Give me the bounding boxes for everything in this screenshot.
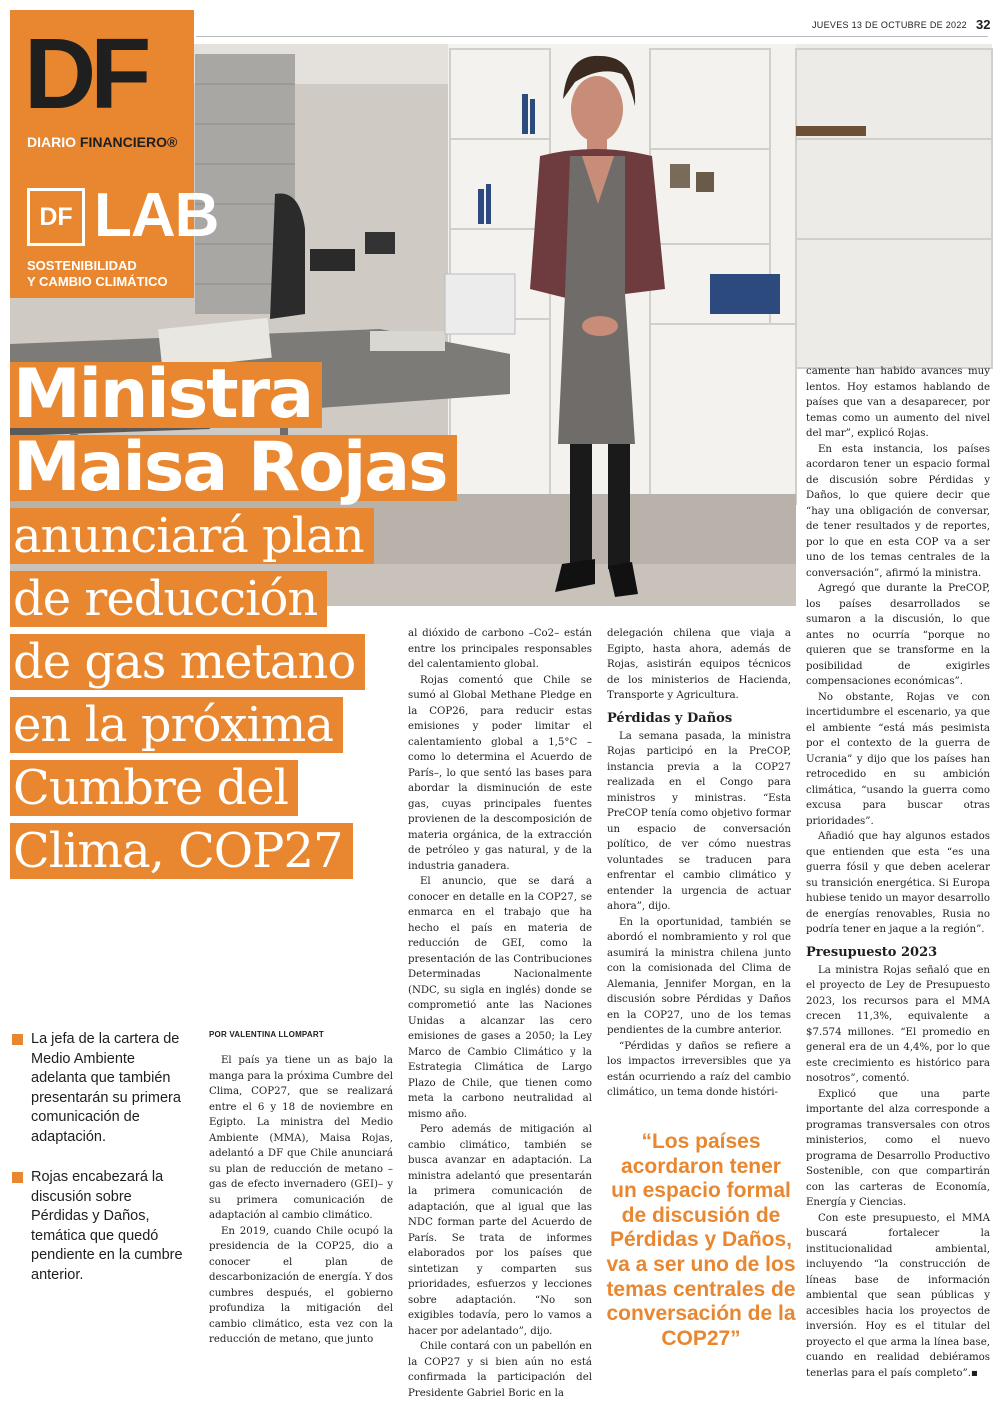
article-paragraph: La semana pasada, la ministra Rojas participó en la PreCOP, instancia previa a la COP27 realizada en el Congo para ministros y ministras. “Esta PreCOP tenía como objetivo formar un espacio de conversación político, de ver cómo nuestras voluntades se traducen para enfrentar el cambio climático y entender la urgencia de actuar ahora”, dijo. [607,730,791,912]
df-logo: DF [24,18,146,130]
article-paragraph: “Pérdidas y daños se refiere a los impactos irreversibles que ya están ocurriendo a raíz del cambio climático, un tema donde históri- [607,1040,791,1098]
article-paragraph: La ministra Rojas señaló que en el proyecto de Ley de Presupuesto 2023, los recursos para el MMA crecen 11,3%, equivalente a $7.574 millones. “El promedio en general era de un 4,4%, por lo que este crecimiento es histórico para nosotros”, comentó. [806,964,990,1084]
summary-bullet-text: La jefa de la cartera de Medio Ambiente adelanta que también presentarán su primera comunicación de adaptación. [31,1031,181,1145]
article-paragraph: No obstante, Rojas ve con incertidumbre el escenario, ya que el ambiente “está más pesimista por el contexto de la guerra de Ucrania” y dijo que los países han retrocedido en su ambición climática, “usando la guerra como excusa para buscar otras prioridades”. [806,691,990,827]
article-paragraph: El país ya tiene un as bajo la manga para la próxima Cumbre del Clima, COP27, que se realizará entre el 6 y 18 de noviembre en Egipto. La ministra del Medio Ambiente (MMA), Maisa Rojas, adelantó a DF que Chile anunciará su plan de reducción de metano –gas de efecto invernadero (GEI)– y su primera comunicación de adaptación al cambio climático. [209,1055,393,1221]
df-lab-badge: DF [27,188,85,246]
section-label-line2: Y CAMBIO CLIMÁTICO [27,274,168,289]
issue-date: JUEVES 13 DE OCTUBRE DE 2022 [812,20,967,30]
summary-bullet [12,1168,192,1285]
headline-line: Clima, COP27 [10,823,353,879]
section-label [27,258,168,290]
article-paragraph: Con este presupuesto, el MMA buscará fortalecer la institucionalidad ambiental, incluyendo “la construcción de líneas base de información ambiental que sean públicas y accesibles hacia los proyectos de inversión. Hoy es el titular del proyecto el que arma la línea base, cuando en realidad debiéramos tenerlas para el país completo”.▪ [806,1212,990,1379]
page-number: 32 [976,17,991,32]
article-paragraph: Pero además de mitigación al cambio climático, también se busca avanzar en adaptación. La ministra adelantó que presentarán la primera comunicación de adaptación, que al igual que las NDC forman parte del Acuerdo de París. Se trata de informes elaborados por los países que sintetizan y comparten sus prioridades, esfuerzos y lecciones sobre adaptación. “No son exigibles todavía, pero lo vamos a hacer por adelantado”, dijo. [408,1124,592,1337]
masthead [10,10,219,298]
headline-line: de reducción [10,571,327,627]
byline: POR VALENTINA LLOMPART [209,1030,324,1039]
subheading-losses-damages: Pérdidas y Daños [607,710,733,726]
article-column-4 [806,364,990,1381]
newspaper-name-part2: FINANCIERO® [79,134,178,150]
article-paragraph: En esta instancia, los países acordaron tener un espacio formal de discusión sobre Pérdidas y Daños, lo que quiere decir que “hay una obligación de conversar, de tener resultados y de reportes, por lo que en esta COP va a ser uno de los temas centrales de la conversación”, afirmó la ministra. [806,443,990,579]
article-column-3 [607,626,791,1101]
bullet-square-icon [12,1172,23,1183]
headline-line: de gas metano [10,634,365,690]
summary-bullet-text: Rojas encabezará la discusión sobre Pérdidas y Daños, temática que quedó pendiente en la cumbre anterior. [31,1169,183,1283]
article-paragraph: al dióxido de carbono –Co2– están entre los principales responsables del calentamiento global. [408,628,592,670]
office-shelves-image [796,44,992,368]
article-paragraph: delegación chilena que viaja a Egipto, hasta ahora, además de Rojas, asistirán equipos técnicos de los ministerios de Hacienda, Transporte y Agricultura. [607,628,791,701]
article-photo-extension [796,44,992,368]
article-column-1 [209,1030,393,1348]
header-rule [196,36,988,37]
article-paragraph: camente han habido avances muy lentos. Hoy estamos hablando de países que van a desaparecer, por temas como un aumento del nivel del mar”, explicó Rojas. [806,366,990,439]
newspaper-name [27,134,177,150]
article-paragraph: El anuncio, que se dará a conocer en detalle en la COP27, se enmarca en el trabajo que ha hecho el país en materia de reducción de GEI, como la presentación de las Contribuciones Determinadas Nacionalmente (NDC, su sigla en inglés) donde se comprometió ante las Naciones Unidas a alcanzar las cero emisiones de gases a 2050; la Ley Marco de Cambio Climático y la Estrategia Climática de Largo Plazo de Chile, que tienen como meta la carbono neutralidad al mismo año. [408,876,592,1120]
article-paragraph: En 2019, cuando Chile ocupó la presidencia de la COP25, dio a conocer el plan de descarbonización de energía. Y dos cumbres después, el gobierno profundiza la mitigación del cambio climático, esta vez con la reducción de metano, que junto [209,1225,393,1345]
section-label-line1: SOSTENIBILIDAD [27,258,137,273]
lab-wordmark: LAB [94,181,219,250]
subheading-budget: Presupuesto 2023 [806,944,938,960]
summary-bullet [12,1030,192,1147]
headline-line: Maisa Rojas [10,435,457,501]
headline [10,355,447,886]
summary-bullets [12,1030,192,1306]
headline-line: anunciará plan [10,508,374,564]
article-column-2 [408,626,592,1401]
article-paragraph: Añadió que hay algunos estados que entienden que esta “es una guerra fósil y que deben acelerar su transición energética. Si Europa hubiese tenido un mayor desarrollo de energías renovables, Rusia no podría tener en jaque a la región”. [806,831,990,935]
article-paragraph: En la oportunidad, también se abordó el nombramiento y rol que asumirá la ministra chilena junto con la comisionada del Clima de Alemania, Jennifer Morgan, en la discusión sobre Pérdidas y Daños en la COP27, uno de los temas pendientes de la cumbre anterior. [607,916,791,1036]
article-paragraph: Agregó que durante la PreCOP, los países desarrollados se sumaron a la discusión, lo que antes no ocurría “porque no quieren que se transforme en la posibilidad de exigirles compensaciones económicas”. [806,583,990,687]
pull-quote: “Los países acordaron tener un espacio formal de discusión de Pérdidas y Daños, va a ser uno de los temas centrales de conversación de la COP27” [606,1130,796,1350]
newspaper-name-part1: DIARIO [27,134,80,150]
article-paragraph: Rojas comentó que Chile se sumó al Global Methane Pledge en la COP26, para reducir estas emisiones y poder limitar el calentamiento global a 1,5°C –como lo determina el Acuerdo de París–, lo que sentó las bases para abordar la disminución de este gas, cuyas principales fuentes provienen de la descomposición de materia orgánica, de la extracción de petróleo y gas natural, y de la industria ganadera. [408,674,592,872]
headline-line: en la próxima [10,697,343,753]
headline-line: Ministra [10,362,322,428]
article-paragraph: Chile contará con un pabellón en la COP27 y si bien aún no está confirmada la participación del Presidente Gabriel Boric en la [408,1341,592,1399]
headline-line: Cumbre del [10,760,298,816]
article-paragraph: Explicó que una parte importante del alza corresponde a programas transversales con otros ministerios, como el nuevo programa de Desarrollo Productivo Sostenible, con que compartirán con las carteras de Economía, Energía y Ciencias. [806,1088,990,1208]
bullet-square-icon [12,1034,23,1045]
